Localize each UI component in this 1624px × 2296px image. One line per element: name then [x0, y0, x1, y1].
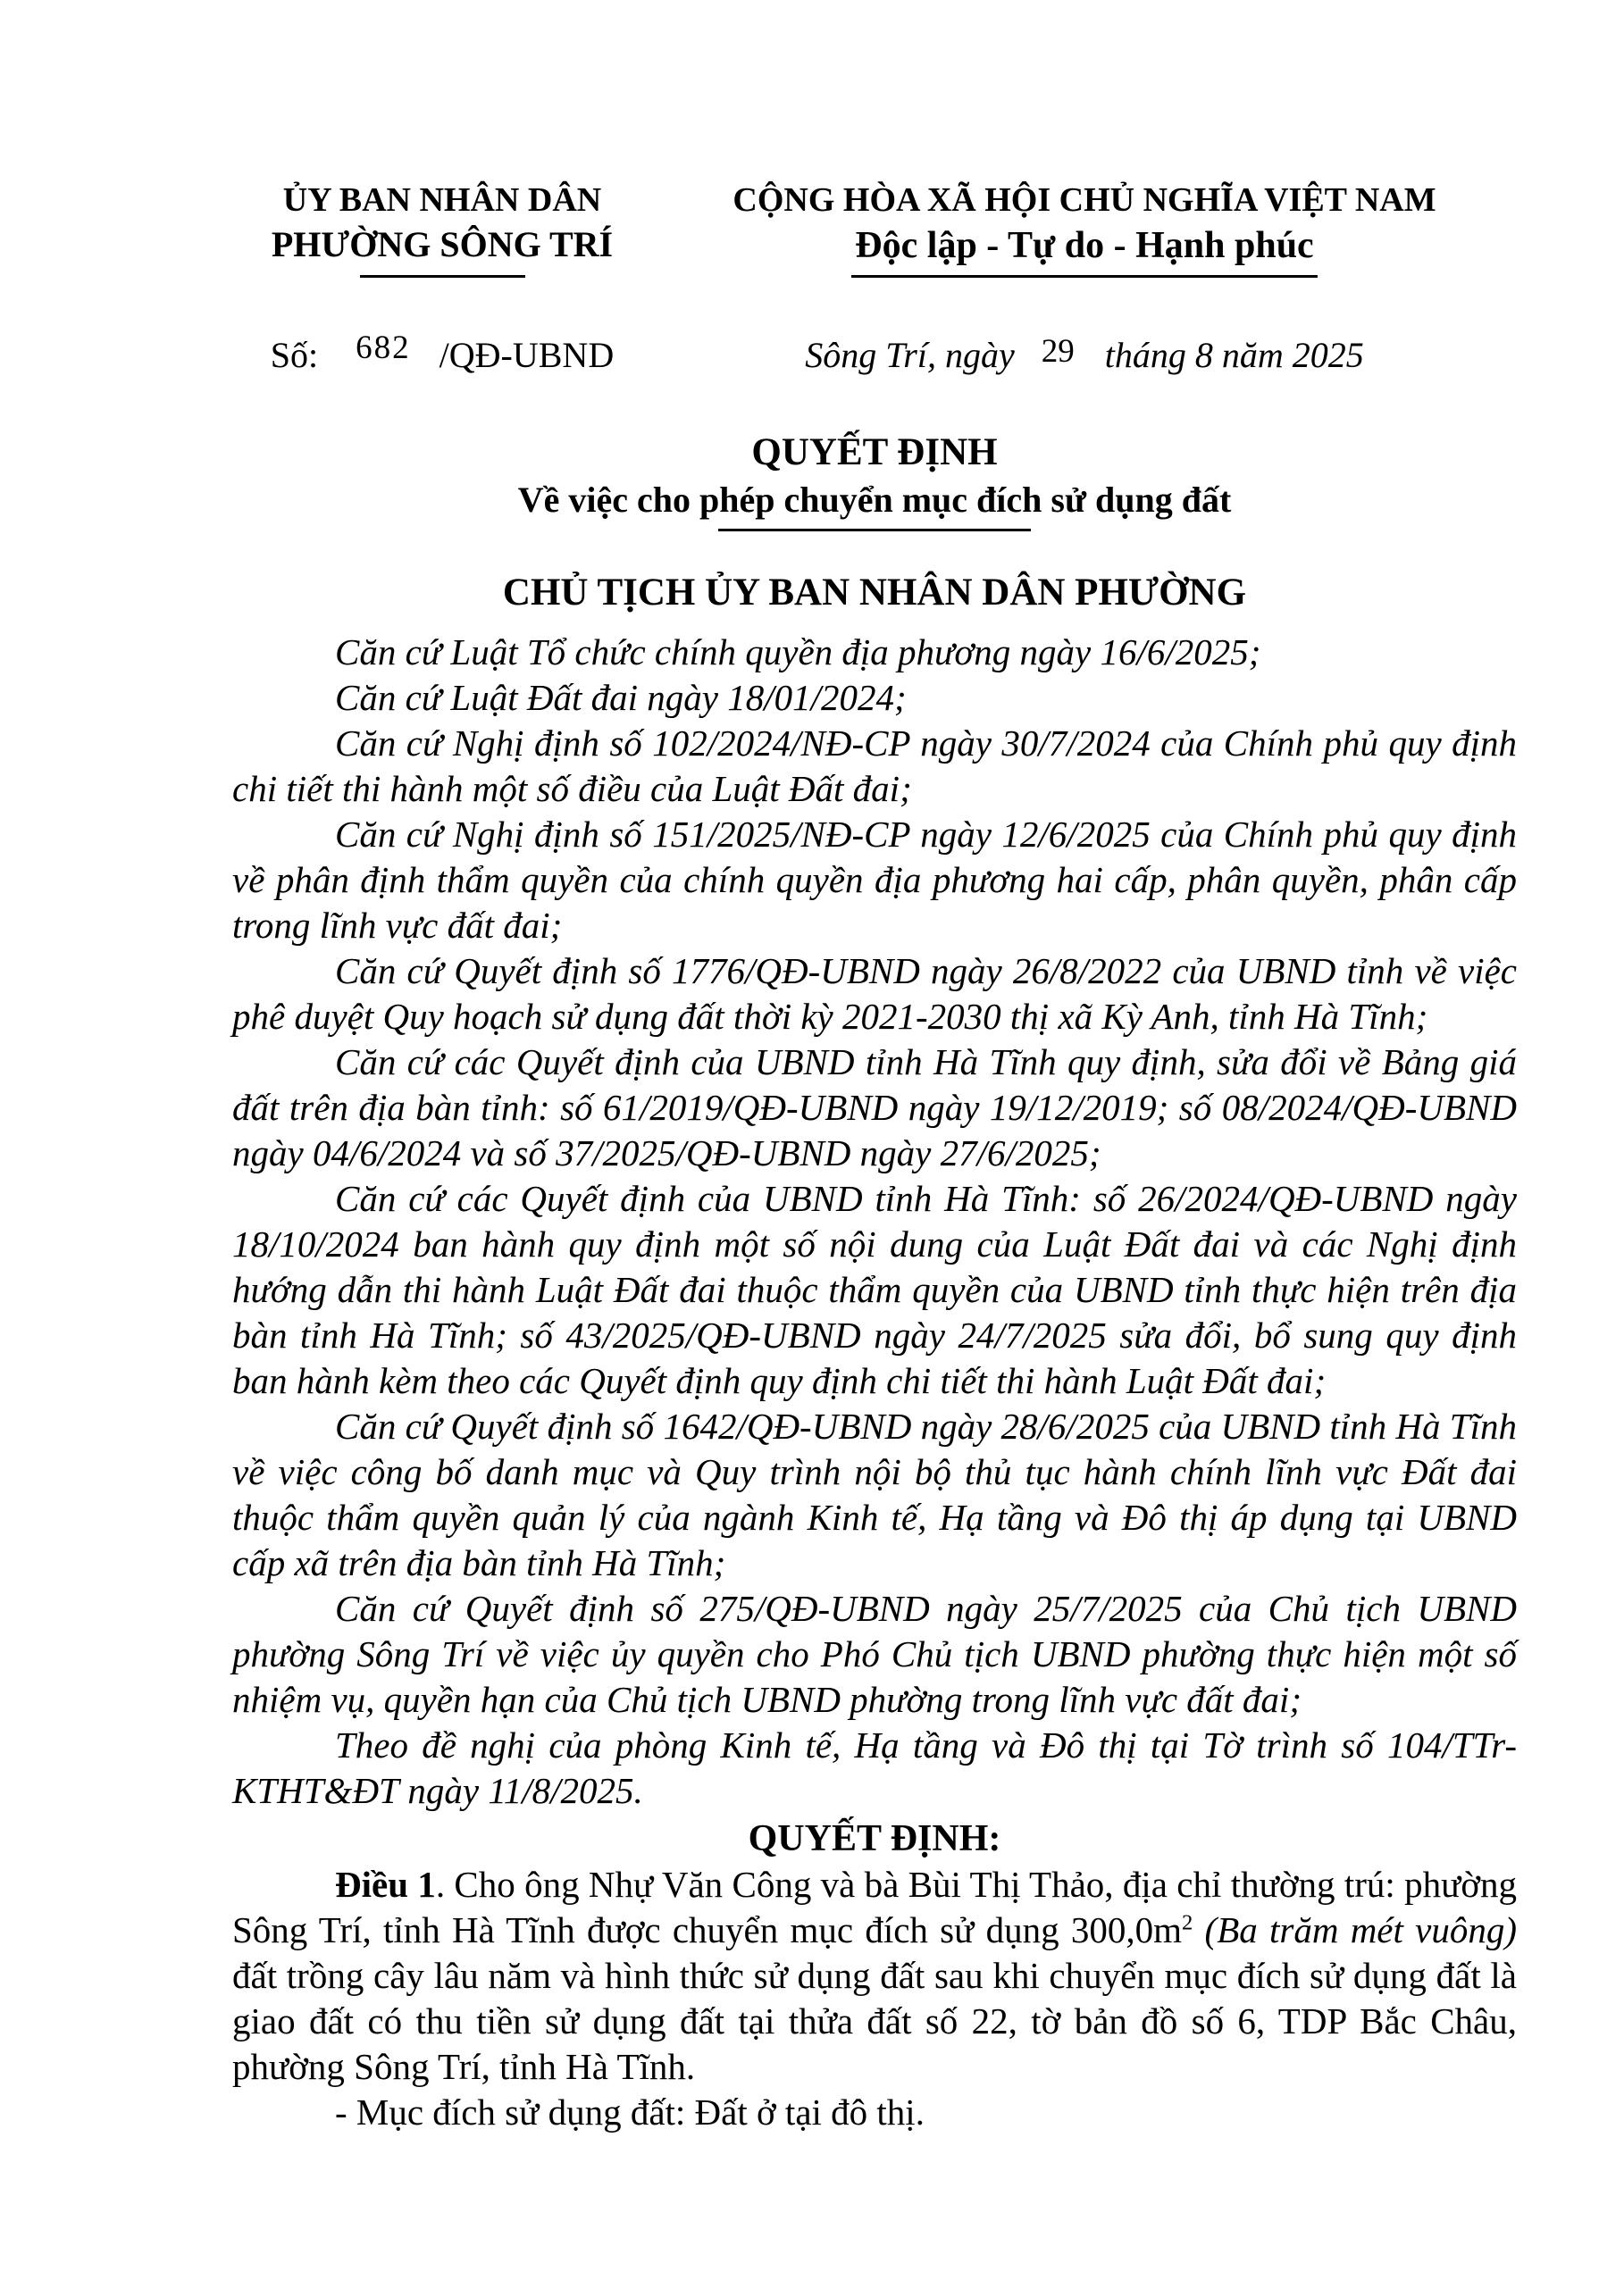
document-number-block [232, 330, 652, 380]
article-1-paragraph [232, 1862, 1517, 2090]
recital-paragraph: Căn cứ các Quyết định của UBND tỉnh Hà Tĩnh: số 26/2024/QĐ-UBND ngày 18/10/2024 ban hành quy định một số nội dung của Luật Đất đai và các Nghị định hướng dẫn thi hành Luật Đất đai thuộc thẩm quyền của UBND tỉnh thực hiện trên địa bàn tỉnh Hà Tĩnh; số 43/2025/QĐ-UBND ngày 24/7/2025 sửa đổi, bổ sung quy định ban hành kèm theo các Quyết định quy định chi tiết thi hành Luật Đất đai; [232, 1178, 1517, 1401]
document-number-suffix: /QĐ-UBND [439, 335, 615, 375]
land-use-purpose-line: - Mục đích sử dụng đất: Đất ở tại đô thị. [335, 2091, 925, 2133]
document-subtitle: Về việc cho phép chuyển mục đích sử dụng đất [517, 480, 1232, 520]
recital-paragraph: Căn cứ Quyết định số 1642/QĐ-UBND ngày 28/6/2025 của UBND tỉnh Hà Tĩnh về việc công bố danh mục và Quy trình nội bộ thủ tục hành chính lĩnh vực Đất đai thuộc thẩm quyền quản lý của ngành Kinh tế, Hạ tầng và Đô thị áp dụng tại UBND cấp xã trên địa bàn tỉnh Hà Tĩnh; [232, 1406, 1517, 1583]
place-date [805, 335, 1363, 375]
place-date-prefix: Sông Trí, ngày [805, 335, 1015, 375]
document-meta-row [232, 330, 1517, 380]
recital-paragraph: Căn cứ Quyết định số 1776/QĐ-UBND ngày 26/8/2022 của UBND tỉnh về việc phê duyệt Quy hoạch sử dụng đất thời kỳ 2021-2030 thị xã Kỳ Anh, tỉnh Hà Tĩnh; [232, 950, 1517, 1037]
document-content [232, 179, 1517, 2135]
place-date-block [652, 333, 1517, 380]
article-1-text-part1: . Cho ông Nhự Văn Công và bà Bùi Thị Thảo, địa chỉ thường trú: phường Sông Trí, tỉnh Hà Tĩnh được chuyển mục đích sử dụng 300,0m [232, 1864, 1518, 1950]
issuer-rule [360, 275, 525, 278]
issuing-authority-title: CHỦ TỊCH ỦY BAN NHÂN DÂN PHƯỜNG [502, 572, 1247, 614]
issuer-name-line2: PHƯỜNG SÔNG TRÍ [271, 224, 614, 264]
article-1-text-part2: đất trồng cây lâu năm và hình thức sử dụng đất sau khi chuyển mục đích sử dụng đất là giao đất có thu tiền sử dụng đất tại thửa đất số 22, tờ bản đồ số 6, TDP Bắc Châu, phường Sông Trí, tỉnh Hà Tĩnh. [232, 1955, 1517, 2087]
subtitle-rule [718, 529, 1031, 531]
document-number-label: Số: [270, 335, 319, 375]
article-1-label: Điều 1 [335, 1864, 436, 1905]
title-block [232, 429, 1517, 617]
national-motto: Độc lập - Tự do - Hạnh phúc [851, 221, 1317, 278]
recital-paragraph: Căn cứ các Quyết định của UBND tỉnh Hà Tĩnh quy định, sửa đổi về Bảng giá đất trên địa bàn tỉnh: số 61/2019/QĐ-UBND ngày 19/12/2019; số 08/2024/QĐ-UBND ngày 04/6/2024 và số 37/2025/QĐ-UBND ngày 27/6/2025; [232, 1041, 1517, 1173]
national-header-block [652, 179, 1517, 278]
document-title: QUYẾT ĐỊNH [751, 431, 998, 473]
recitals-section [232, 630, 1517, 1814]
document-number-value: 682 [356, 330, 411, 366]
square-meter-superscript: 2 [1182, 1910, 1193, 1935]
decision-heading: QUYẾT ĐỊNH: [748, 1818, 1001, 1859]
national-title: CỘNG HÒA XÃ HỘI CHỦ NGHĨA VIỆT NAM [732, 181, 1436, 219]
recital-paragraph: Căn cứ Luật Đất đai ngày 18/01/2024; [335, 677, 907, 718]
recital-paragraph: Căn cứ Nghị định số 102/2024/NĐ-CP ngày 30/7/2024 của Chính phủ quy định chi tiết thi hành một số điều của Luật Đất đai; [232, 722, 1517, 809]
recital-paragraph: Theo đề nghị của phòng Kinh tế, Hạ tầng và Đô thị tại Tờ trình số 104/TTr-KTHT&ĐT ngày 11/8/2025. [232, 1724, 1517, 1811]
amount-in-words: (Ba trăm mét vuông) [1193, 1909, 1517, 1950]
place-date-day: 29 [1041, 333, 1075, 370]
place-date-suffix: tháng 8 năm 2025 [1104, 335, 1364, 375]
recital-paragraph: Căn cứ Nghị định số 151/2025/NĐ-CP ngày 12/6/2025 của Chính phủ quy định về phân định thẩm quyền của chính quyền địa phương hai cấp, phân quyền, phân cấp trong lĩnh vực đất đai; [232, 814, 1517, 946]
issuer-name-line1: ỦY BAN NHÂN DÂN [282, 181, 602, 219]
document-header [232, 179, 1517, 278]
document-number [270, 330, 615, 375]
issuer-block [232, 179, 652, 278]
recital-paragraph: Căn cứ Quyết định số 275/QĐ-UBND ngày 25/7/2025 của Chủ tịch UBND phường Sông Trí về việc ủy quyền cho Phó Chủ tịch UBND phường thực hiện một số nhiệm vụ, quyền hạn của Chủ tịch UBND phường trong lĩnh vực đất đai; [232, 1588, 1517, 1720]
recital-paragraph: Căn cứ Luật Tổ chức chính quyền địa phương ngày 16/6/2025; [335, 631, 1261, 672]
